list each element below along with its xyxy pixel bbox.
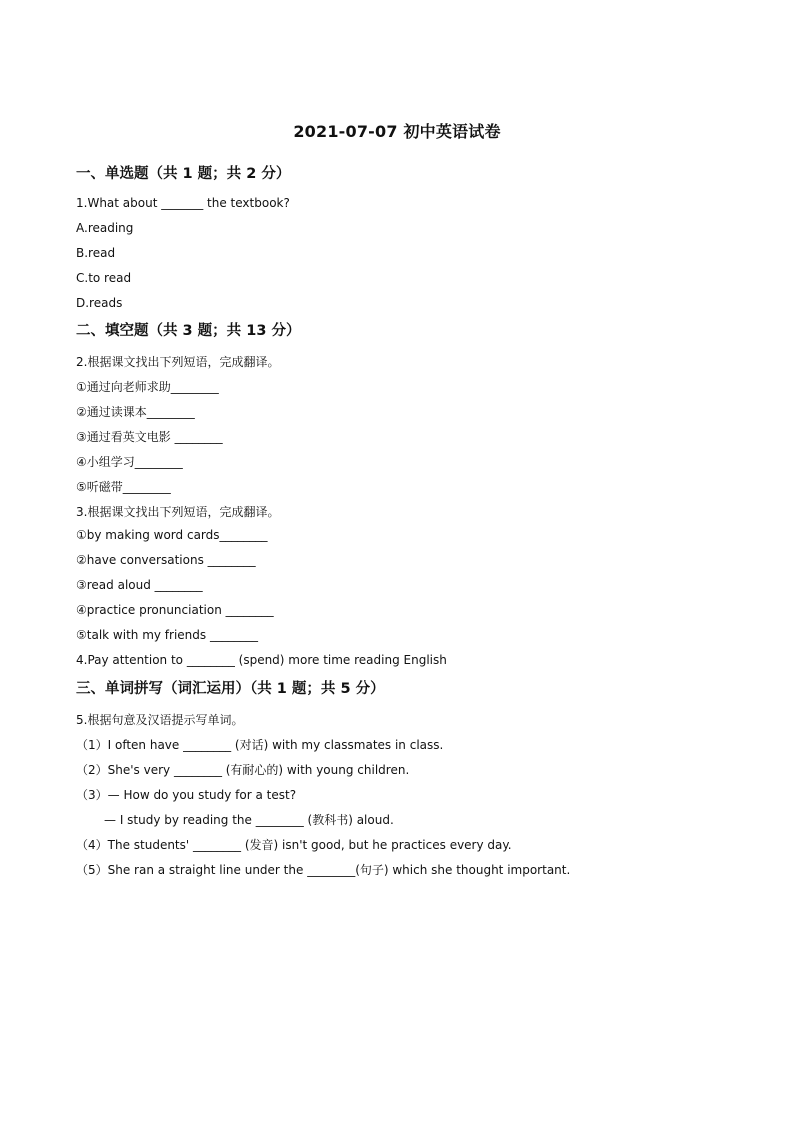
q2-item-4: ④小组学习________ bbox=[76, 455, 183, 469]
question-3: 3.根据课文找出下列短语，完成翻译。 bbox=[76, 505, 280, 519]
section-heading-spelling: 三、单词拼写（词汇运用）（共 1 题；共 5 分） bbox=[76, 681, 385, 697]
q5-item-3-answer: — I study by reading the ________ (教科书) aloud. bbox=[104, 813, 394, 827]
q3-item-2: ②have conversations ________ bbox=[76, 553, 256, 567]
q5-item-4: （4）The students' ________ (发音) isn't good, but he practices every day. bbox=[76, 838, 512, 852]
option-b: B.read bbox=[76, 246, 116, 260]
option-c: C.to read bbox=[76, 271, 132, 285]
q2-item-2: ②通过读课本________ bbox=[76, 405, 195, 419]
option-d: D.reads bbox=[76, 296, 123, 310]
question-2: 2.根据课文找出下列短语，完成翻译。 bbox=[76, 355, 280, 369]
q2-item-5: ⑤听磁带________ bbox=[76, 480, 171, 494]
option-a: A.reading bbox=[76, 221, 134, 235]
q5-item-2: （2）She's very ________ (有耐心的) with young children. bbox=[76, 763, 410, 777]
section-heading-single-choice: 一、单选题（共 1 题；共 2 分） bbox=[76, 166, 291, 182]
question-1: 1.What about _______ the textbook? bbox=[76, 196, 290, 210]
q5-item-3-question: （3）— How do you study for a test? bbox=[76, 788, 297, 802]
section-heading-fill-blank: 二、填空题（共 3 题；共 13 分） bbox=[76, 323, 301, 339]
q3-item-3: ③read aloud ________ bbox=[76, 578, 203, 592]
q3-item-4: ④practice pronunciation ________ bbox=[76, 603, 274, 617]
q5-item-5: （5）She ran a straight line under the ________(句子) which she thought important. bbox=[76, 863, 571, 877]
q3-item-5: ⑤talk with my friends ________ bbox=[76, 628, 258, 642]
page-title: 2021-07-07 初中英语试卷 bbox=[293, 122, 501, 141]
q2-item-3: ③通过看英文电影 ________ bbox=[76, 430, 223, 444]
q3-item-1: ①by making word cards________ bbox=[76, 528, 268, 542]
q5-item-1: （1）I often have ________ (对话) with my classmates in class. bbox=[76, 738, 444, 752]
question-4: 4.Pay attention to ________ (spend) more time reading English bbox=[76, 653, 447, 667]
q2-item-1: ①通过向老师求助________ bbox=[76, 380, 219, 394]
question-5: 5.根据句意及汉语提示写单词。 bbox=[76, 713, 244, 727]
